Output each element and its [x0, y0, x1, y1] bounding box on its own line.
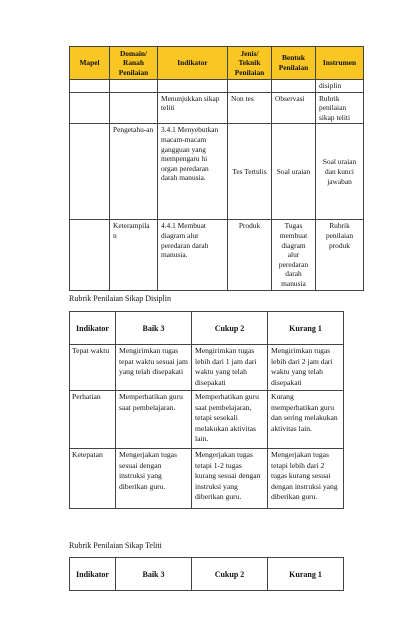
header-mapel: Mapel — [70, 47, 110, 80]
caption-disiplin: Rubrik Penilaian Sikap Disiplin — [69, 294, 171, 303]
header-domain: Domain/ Ranah Penilaian — [110, 47, 158, 80]
table-cell: Mengirimkan tugas tepat waktu sesuai jam yang telah disepakati — [116, 345, 192, 391]
header-indikator: Indikator — [158, 47, 228, 80]
table-cell — [70, 92, 110, 124]
table-cell: Menunjukkan sikap teliti — [158, 92, 228, 124]
header-baik: Baik 3 — [116, 312, 192, 345]
table-cell — [70, 124, 110, 220]
header-cukup: Cukup 2 — [192, 558, 268, 591]
table-row — [70, 345, 344, 391]
table-row — [70, 92, 364, 124]
header-bentuk: Bentuk Penilaian — [272, 47, 316, 80]
table-cell: Mengerjakan tugas tetapi lebih dari 2 tugas kurang sesuai dengan instruksi yang diberikan guru. — [268, 449, 344, 509]
table-cell: disiplin — [316, 80, 364, 93]
header-kurang: Kurang 1 — [268, 312, 344, 345]
table-cell: Mengirimkan tugas lebih dari 2 jam dari waktu yang telah disepakati — [268, 345, 344, 391]
header-instrumen: Instrumen — [316, 47, 364, 80]
assessment-table — [69, 46, 364, 291]
rubric-teliti-header — [70, 558, 344, 591]
table-cell — [158, 80, 228, 93]
table-row — [70, 449, 344, 509]
caption-teliti: Rubrik Penilaian Sikap Teliti — [69, 541, 162, 550]
table-cell: Soal uraian dan kunci jawaban — [316, 124, 364, 220]
table-row — [70, 391, 344, 449]
table-cell: Tes Tertulis — [228, 124, 272, 220]
table-cell: Pengetahu-an — [110, 124, 158, 220]
header-indikator: Indikator — [70, 312, 116, 345]
rubric-disiplin-header — [70, 312, 344, 345]
table-row — [70, 220, 364, 290]
table-cell — [110, 80, 158, 93]
table-cell: Rubrik penilaian produk — [316, 220, 364, 290]
header-cukup: Cukup 2 — [192, 312, 268, 345]
header-jenis: Jenis/ Teknik Penilaian — [228, 47, 272, 80]
table-cell: Mengirimkan tugas lebih dari 1 jam dari waktu yang telah disepakati — [192, 345, 268, 391]
table-cell: Memperhatikan guru saat pembelajaran. — [116, 391, 192, 449]
table-cell — [228, 80, 272, 93]
header-indikator: Indikator — [70, 558, 116, 591]
table-cell: Tugas membuat diagram alur peredaran darah manusia — [272, 220, 316, 290]
table-cell: Produk — [228, 220, 272, 290]
table-cell: Kurang memperhatikan guru dan sering melakukan aktivitas lain. — [268, 391, 344, 449]
table-cell — [272, 80, 316, 93]
table-cell: Soal uraian — [272, 124, 316, 220]
table-cell: 4.4.1 Membuat diagram alur peredaran darah manusia. — [158, 220, 228, 290]
table-cell: Mengerjakan tugas sesuai dengan instruksi yang diberikan guru. — [116, 449, 192, 509]
header-baik: Baik 3 — [116, 558, 192, 591]
table-cell: Ketepatan — [70, 449, 116, 509]
table-cell: Perhatian — [70, 391, 116, 449]
header-kurang: Kurang 1 — [268, 558, 344, 591]
table-cell — [70, 80, 110, 93]
rubric-disiplin-table — [69, 311, 344, 509]
table-cell — [110, 92, 158, 124]
table-cell: Memperhatikan guru saat pembelajaran, tetapi sesekali melakukan aktivitas lain. — [192, 391, 268, 449]
table-cell: Non tes — [228, 92, 272, 124]
table-cell — [70, 220, 110, 290]
table-cell: 3.4.1 Menyebutkan macam-macam gangguan yang mempengaru hi organ peredaran darah manusia. — [158, 124, 228, 220]
table-cell: Rubrik penilaian sikap teliti — [316, 92, 364, 124]
table-row — [70, 80, 364, 93]
table-cell: Tepat waktu — [70, 345, 116, 391]
table-cell: Observasi — [272, 92, 316, 124]
assessment-table-header — [70, 47, 364, 80]
rubric-teliti-table — [69, 557, 344, 591]
table-cell: Mengerjakan tugas tetapi 1-2 tugas kurang sesuai dengan instruksi yang diberikan guru. — [192, 449, 268, 509]
table-row — [70, 124, 364, 220]
table-cell: Keterampila n — [110, 220, 158, 290]
